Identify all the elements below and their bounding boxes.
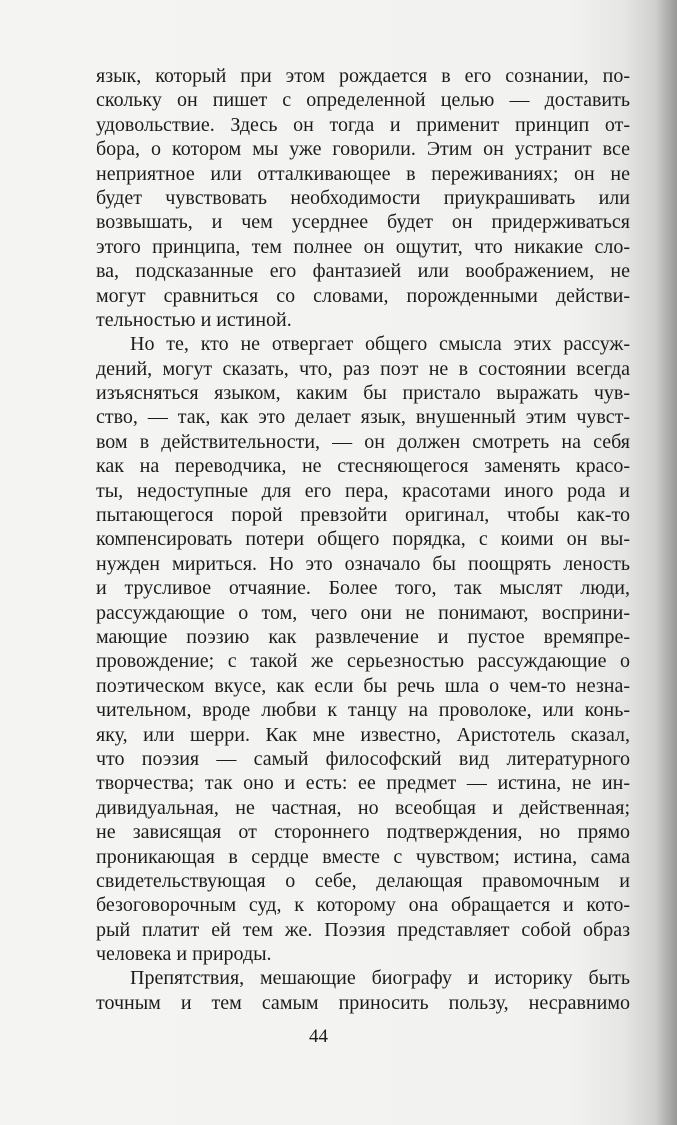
- text-line: язык, который при этом рождается в его сознании, по-: [96, 65, 630, 87]
- text-line: возвышать, и чем усерднее будет он придерживаться: [96, 211, 630, 234]
- text-line: провождение; с такой же серьезностью рассуждающие о: [96, 650, 630, 673]
- text-line: компенсировать потери общего порядка, с коими он вы-: [96, 528, 630, 551]
- text-line: ва, подсказанные его фантазией или воображением, не: [96, 260, 630, 283]
- text-line: изъясняться языком, каким бы пристало выражать чув-: [96, 382, 630, 405]
- text-line: рый платит ей тем же. Поэзия представляет собой образ: [96, 918, 630, 941]
- text-line: вом в действительности, — он должен смотреть на себя: [96, 430, 630, 453]
- paragraph-2: [96, 332, 630, 966]
- text-line: безоговорочным суд, к которому она обращается и кото-: [96, 894, 630, 917]
- text-line: Препятствия, мешающие биографу и историку быть: [130, 967, 630, 990]
- text-line: этого принципа, тем полнее он ощутит, что никакие сло-: [96, 235, 630, 258]
- text-line: мающие поэзию как развлечение и пустое времяпре-: [96, 625, 630, 648]
- text-line: и трусливое отчаяние. Более того, так мыслят люди,: [96, 577, 630, 600]
- text-line: человека и природы.: [96, 943, 272, 966]
- text-line: что поэзия — самый философский вид литературного: [96, 747, 630, 770]
- text-line: как на переводчика, не стесняющегося заменять красо-: [96, 455, 630, 478]
- text-line: могут сравниться со словами, порожденными действи-: [96, 284, 630, 307]
- page-number: 44: [309, 1026, 328, 1047]
- text-line: бора, о котором мы уже говорили. Этим он устранит все: [96, 138, 630, 161]
- text-line: свидетельствующая о себе, делающая правомочным и: [96, 869, 630, 892]
- text-line: чительном, вроде любви к танцу на проволоке, или конь-: [96, 699, 630, 722]
- text-line: дивидуальная, не частная, но всеобщая и действенная;: [96, 796, 630, 819]
- text-line: проникающая в сердце вместе с чувством; истина, сама: [96, 845, 630, 868]
- text-line: дений, могут сказать, что, раз поэт не в состоянии всегда: [96, 357, 630, 380]
- text-line: точным и тем самым приносить пользу, несравнимо: [96, 991, 630, 1014]
- text-line: поэтическом вкусе, как если бы речь шла о чем-то незна-: [96, 674, 630, 697]
- text-line: рассуждающие о том, чего они не понимают, восприни-: [96, 601, 630, 624]
- paragraph-3: [96, 966, 630, 1015]
- text-line: не зависящая от стороннего подтверждения, но прямо: [96, 821, 630, 844]
- text-line: Но те, кто не отвергает общего смысла этих рассуж-: [130, 333, 630, 356]
- text-line: творчества; так оно и есть: ее предмет — истина, не ин-: [96, 772, 630, 795]
- text-line: удовольствие. Здесь он тогда и применит принцип от-: [96, 113, 630, 136]
- text-line: ты, недоступные для его пера, красотами иного рода и: [96, 479, 630, 502]
- text-line: тельностью и истиной.: [96, 308, 292, 331]
- text-line: скольку он пишет с определенной целью — доставить: [96, 89, 630, 112]
- spine-shadow: [655, 0, 677, 1125]
- text-line: пытающегося порой превзойти оригинал, чтобы как-то: [96, 504, 630, 527]
- text-line: яку, или шерри. Как мне известно, Аристотель сказал,: [96, 723, 630, 746]
- text-line: будет чувствовать необходимости приукрашивать или: [96, 186, 630, 209]
- body-text: [96, 64, 630, 1015]
- paragraph-1: [96, 64, 630, 332]
- text-line: ство, — так, как это делает язык, внушенный этим чувст-: [96, 406, 630, 429]
- text-line: неприятное или отталкивающее в переживаниях; он не: [96, 162, 630, 185]
- text-line: нужден мириться. Но это означало бы поощрять леность: [96, 552, 630, 575]
